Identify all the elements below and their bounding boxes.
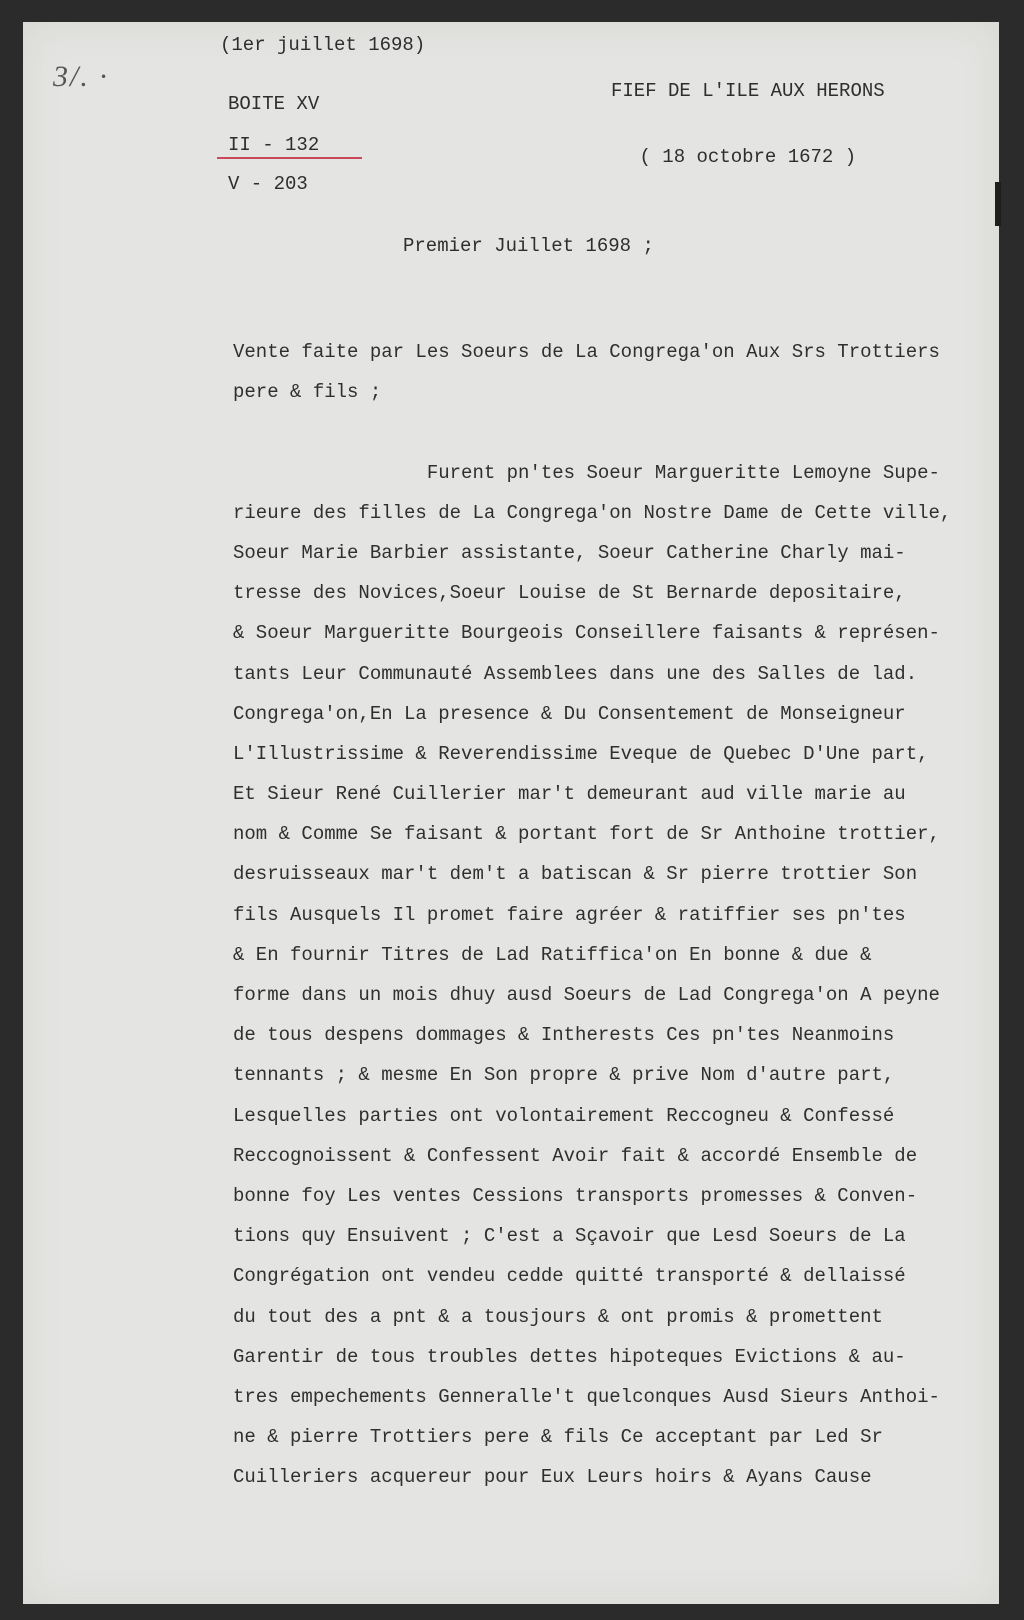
- header-date: (1er juillet 1698): [220, 34, 426, 56]
- reference-volume: V - 203: [228, 173, 308, 195]
- document-page: [23, 22, 999, 1604]
- body-line: Congrega'on,En La presence & Du Consentement de Monseigneur: [233, 702, 906, 725]
- header-title-date: ( 18 octobre 1672 ): [639, 146, 857, 168]
- document-body: [233, 332, 951, 1497]
- body-line: tresse des Novices,Soeur Louise de St Bernarde depositaire,: [233, 582, 906, 605]
- body-line: pere & fils ;: [233, 381, 382, 404]
- body-line: de tous despens dommages & Intherests Ces pn'tes Neanmoins: [233, 1024, 895, 1047]
- body-line: & En fournir Titres de Lad Ratiffica'on En bonne & due &: [233, 943, 872, 966]
- body-line: tions quy Ensuivent ; C'est a Sçavoir que Lesd Soeurs de La: [233, 1225, 906, 1248]
- body-line: du tout des a pnt & a tousjours & ont promis & promettent: [233, 1305, 883, 1328]
- body-line: Congrégation ont vendeu cedde quitté transporté & dellaissé: [233, 1265, 906, 1288]
- reference-underline: [217, 157, 362, 159]
- body-line: rieure des filles de La Congrega'on Nostre Dame de Cette ville,: [233, 501, 952, 524]
- document-date-line: Premier Juillet 1698 ;: [403, 235, 654, 257]
- body-line: Cuilleriers acquereur pour Eux Leurs hoirs & Ayans Cause: [233, 1466, 872, 1489]
- body-line: Furent pn'tes Soeur Margueritte Lemoyne Supe-: [233, 461, 940, 484]
- body-line: Vente faite par Les Soeurs de La Congrega'on Aux Srs Trottiers: [233, 341, 940, 363]
- body-line: forme dans un mois dhuy ausd Soeurs de Lad Congrega'on A peyne: [233, 984, 940, 1006]
- header-title: FIEF DE L'ILE AUX HERONS: [611, 80, 885, 102]
- body-line: [233, 412, 951, 452]
- body-line: tennants ; & mesme En Son propre & prive Nom d'autre part,: [233, 1064, 895, 1087]
- body-line: Et Sieur René Cuillerier mar't demeurant aud ville marie au: [233, 783, 906, 806]
- handwritten-margin-mark: 3/. ·: [53, 60, 109, 93]
- body-line: desruisseaux mar't dem't a batiscan & Sr pierre trottier Son: [233, 863, 918, 886]
- header-title-block: [611, 36, 885, 212]
- body-line: nom & Comme Se faisant & portant fort de Sr Anthoine trottier,: [233, 823, 940, 846]
- reference-box: BOITE XV: [228, 93, 320, 115]
- body-line: Lesquelles parties ont volontairement Reccogneu & Confessé: [233, 1104, 895, 1127]
- page-edge-mark: [995, 182, 1001, 226]
- body-line: Reccognoissent & Confessent Avoir fait & accordé Ensemble de: [233, 1144, 918, 1167]
- body-line: tants Leur Communauté Assemblees dans une des Salles de lad.: [233, 662, 918, 685]
- body-line: bonne foy Les ventes Cessions transports promesses & Conven-: [233, 1184, 918, 1207]
- body-line: & Soeur Margueritte Bourgeois Conseillere faisants & représen-: [233, 622, 940, 645]
- reference-number: II - 132: [228, 134, 320, 156]
- body-line: ne & pierre Trottiers pere & fils Ce acceptant par Led Sr: [233, 1426, 883, 1449]
- body-line: tres empechements Genneralle't quelconques Ausd Sieurs Anthoi-: [233, 1385, 940, 1408]
- body-line: Soeur Marie Barbier assistante, Soeur Catherine Charly mai-: [233, 541, 906, 564]
- body-line: fils Ausquels Il promet faire agréer & ratiffier ses pn'tes: [233, 903, 906, 926]
- body-line: L'Illustrissime & Reverendissime Eveque de Quebec D'Une part,: [233, 742, 929, 765]
- body-line: Garentir de tous troubles dettes hipoteques Evictions & au-: [233, 1345, 906, 1368]
